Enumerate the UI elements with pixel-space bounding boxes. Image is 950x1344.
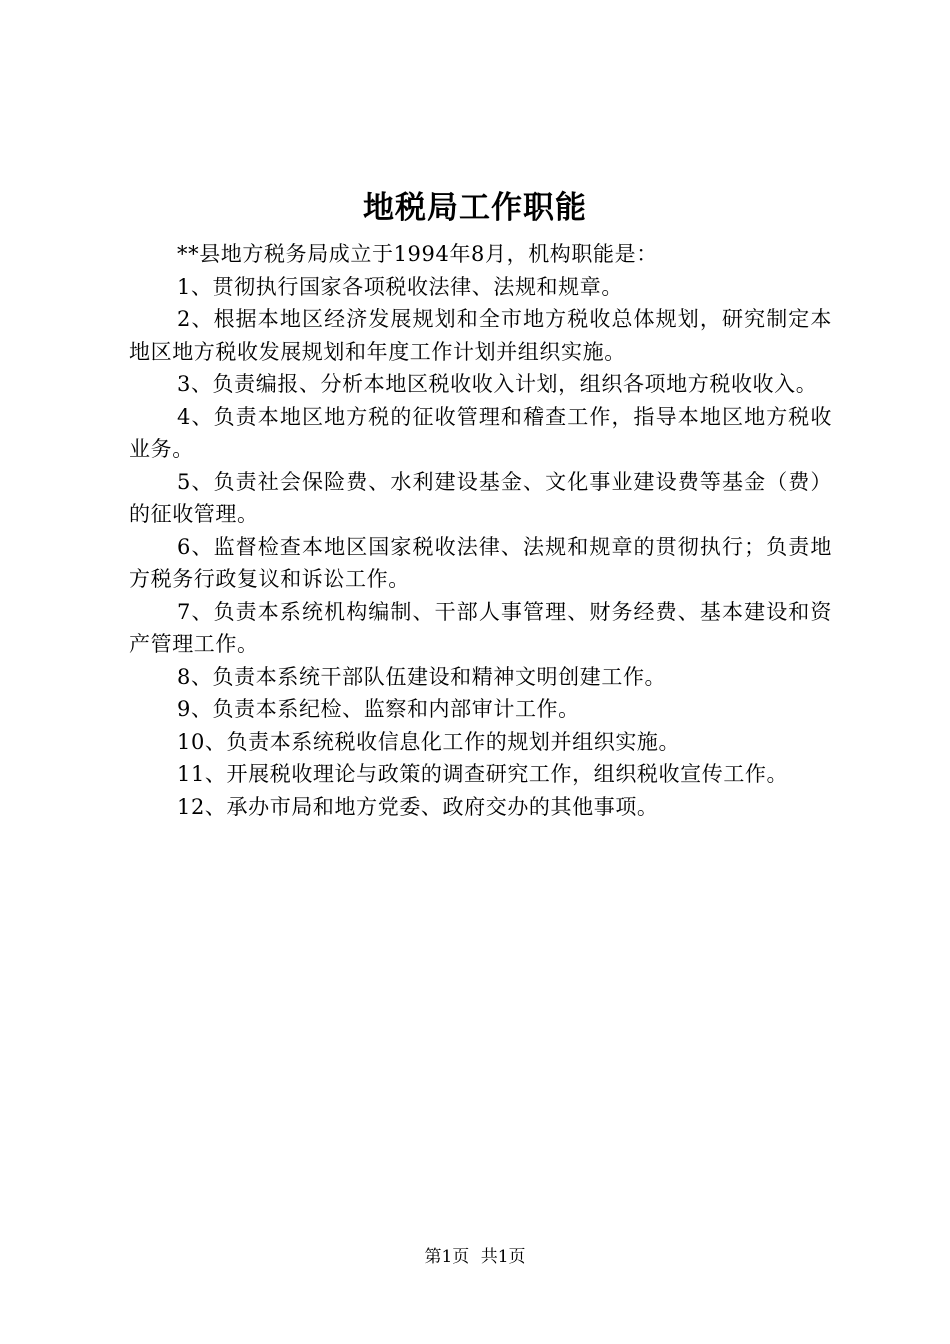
paragraph-item-2: 2、根据本地区经济发展规划和全市地方税收总体规划，研究制定本地区地方税收发展规划和年度工作计划并组织实施。 <box>129 307 832 364</box>
page-number: 第1页 <box>424 1247 470 1267</box>
paragraph-item-6: 6、监督检查本地区国家税收法律、法规和规章的贯彻执行；负责地方税务行政复议和诉讼工作。 <box>129 534 832 591</box>
paragraph-item-8: 8、负责本系统干部队伍建设和精神文明创建工作。 <box>177 664 667 689</box>
paragraph-item-11: 11、开展税收理论与政策的调查研究工作，组织税收宣传工作。 <box>177 762 789 786</box>
paragraph-item-1: 1、贯彻执行国家各项税收法律、法规和规章。 <box>177 274 623 299</box>
paragraph-item-3: 3、负责编报、分析本地区税收收入计划，组织各项地方税收收入。 <box>177 372 818 396</box>
page-title: 地税局工作职能 <box>363 190 587 226</box>
paragraph-item-5: 5、负责社会保险费、水利建设基金、文化事业建设费等基金（费）的征收管理。 <box>129 469 832 526</box>
paragraph-item-4: 4、负责本地区地方税的征收管理和稽查工作，指导本地区地方税收业务。 <box>129 404 832 461</box>
paragraph-item-12: 12、承办市局和地方党委、政府交办的其他事项。 <box>177 794 659 819</box>
paragraph-item-9: 9、负责本系纪检、监察和内部审计工作。 <box>177 697 580 721</box>
document-body <box>129 238 832 823</box>
paragraph-item-7: 7、负责本系统机构编制、干部人事管理、财务经费、基本建设和资产管理工作。 <box>129 599 832 656</box>
paragraph-intro: **县地方税务局成立于1994年8月，机构职能是： <box>177 242 658 266</box>
page-total: 共1页 <box>480 1247 526 1267</box>
page-footer <box>0 1245 950 1269</box>
paragraph-item-10: 10、负责本系统税收信息化工作的规划并组织实施。 <box>177 729 681 754</box>
